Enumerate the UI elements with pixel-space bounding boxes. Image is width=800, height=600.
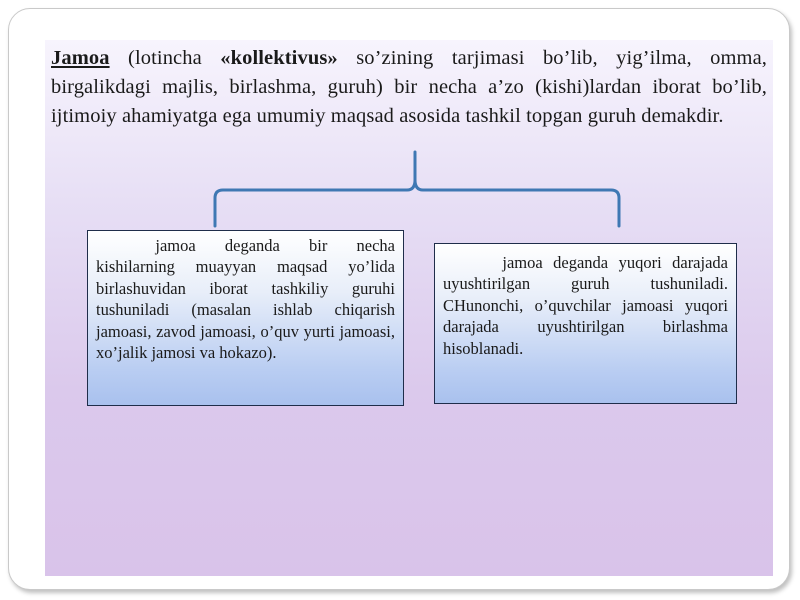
brace-path [215,152,619,226]
intro-text-open: (lotincha [109,47,221,69]
intro-text-rest: so’zining tarjimasi bo’lib, yig’ilma, omma, birgalikdagi majlis, birlashma, guruh) bir necha a’zo (kishi)lardan iborat bo’lib, ijtimoiy ahamiyatga ega umumiy maqsad asosida tashkil topgan guruh demakdir. [51,47,767,127]
intro-paragraph [51,44,767,131]
definition-text-right: jamoa deganda yuqori darajada uyushtirilgan guruh tushuniladi. CHunonchi, o’quvchilar jamoasi yuqori darajada uyushtirilgan birlashma hisoblanadi. [443,253,728,358]
definition-box-right [434,243,737,404]
intro-term: Jamoa [51,47,110,69]
definition-box-left [87,230,404,406]
intro-latin-word: «kollektivus» [220,47,338,69]
slide-frame [8,8,790,590]
definition-text-left: jamoa deganda bir necha kishilarning muayyan maqsad yo’lida birlashuvidan iborat tashkiliy guruhi tushuniladi (masalan ishlab chiqarish jamoasi, zavod jamoasi, o’quv yurti jamoasi, xo’jalik jamosi va hokazo). [96,236,395,363]
slide-content [45,40,773,576]
